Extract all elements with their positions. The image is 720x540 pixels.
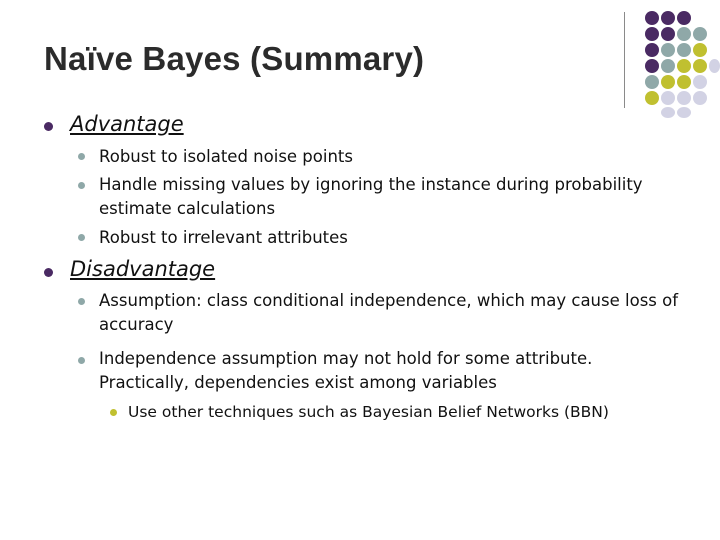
section-heading-advantage: Advantage: [70, 112, 184, 136]
bullet-icon: [44, 122, 53, 131]
list-item: Independence assumption may not hold for some attribute. Practically, dependencies exist among variables: [99, 349, 593, 392]
sub-list-item: Use other techniques such as Bayesian Belief Networks (BBN): [128, 403, 609, 421]
bullet-icon: [78, 234, 85, 241]
list-item: Assumption: class conditional independence, which may cause loss of accuracy: [99, 291, 679, 334]
list-item: Robust to isolated noise points: [99, 147, 353, 166]
list-item: Robust to irrelevant attributes: [99, 228, 348, 247]
section-heading-disadvantage: Disadvantage: [70, 257, 216, 281]
bullet-icon: [78, 298, 85, 305]
bullet-icon: [44, 268, 53, 277]
slide-title: Naïve Bayes (Summary): [44, 40, 425, 77]
bullet-icon: [78, 182, 85, 189]
bullet-icon: [110, 409, 117, 416]
bullet-icon: [78, 357, 85, 364]
bullet-icon: [78, 153, 85, 160]
list-item: Handle missing values by ignoring the instance during probability estimate calculations: [99, 175, 643, 218]
